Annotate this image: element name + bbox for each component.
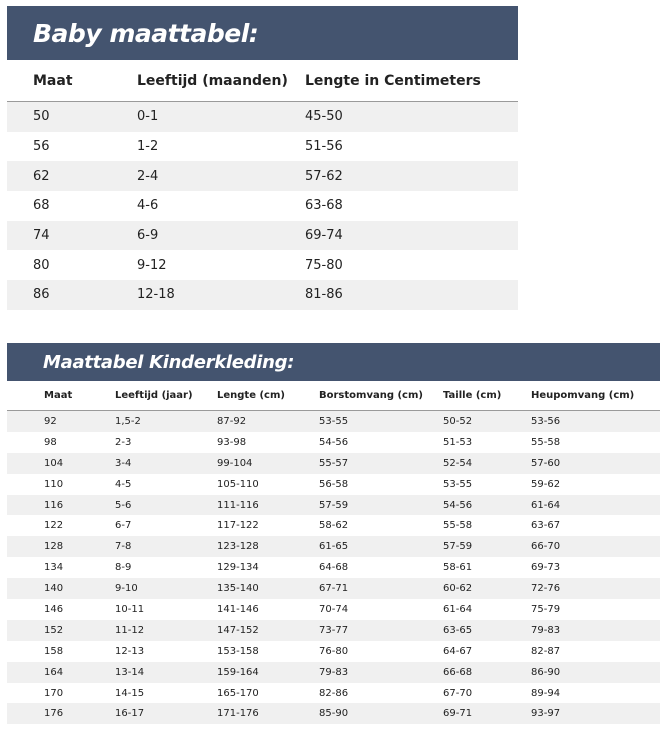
table-row <box>7 578 660 599</box>
table-row <box>7 662 660 683</box>
table-row <box>7 515 660 536</box>
table-cell: 56-58 <box>319 478 349 490</box>
table-cell: 63-68 <box>305 198 343 214</box>
table-row <box>7 474 660 495</box>
table-cell: 0-1 <box>137 109 159 125</box>
table-cell: 11-12 <box>115 624 145 636</box>
column-header: Heupomvang (cm) <box>531 390 635 401</box>
table-cell: 61-65 <box>319 541 349 553</box>
table-cell: 75-79 <box>531 603 561 615</box>
table-cell: 152 <box>44 624 64 636</box>
table-cell: 82-86 <box>319 687 349 699</box>
table-cell: 129-134 <box>217 562 259 574</box>
table-cell: 140 <box>44 583 64 595</box>
table-cell: 134 <box>44 562 64 574</box>
table-row <box>7 191 518 221</box>
table-cell: 58-61 <box>443 562 473 574</box>
table-cell: 50-52 <box>443 415 473 427</box>
table-cell: 165-170 <box>217 687 259 699</box>
table-row <box>7 620 660 641</box>
table-cell: 67-71 <box>319 583 349 595</box>
baby-table-header <box>7 60 518 102</box>
table-cell: 146 <box>44 603 64 615</box>
table-cell: 1-2 <box>137 139 159 155</box>
table-cell: 159-164 <box>217 666 259 678</box>
column-header: Taille (cm) <box>443 390 502 401</box>
table-cell: 158 <box>44 645 64 657</box>
table-cell: 56 <box>33 139 50 155</box>
table-cell: 55-58 <box>443 520 473 532</box>
table-cell: 72-76 <box>531 583 561 595</box>
table-cell: 64-68 <box>319 562 349 574</box>
table-cell: 110 <box>44 478 64 490</box>
table-cell: 69-74 <box>305 228 343 244</box>
table-row <box>7 280 518 310</box>
table-cell: 135-140 <box>217 583 259 595</box>
table-cell: 53-55 <box>319 415 349 427</box>
kids-size-table <box>7 381 660 724</box>
table-row <box>7 703 660 724</box>
table-cell: 93-98 <box>217 436 247 448</box>
table-cell: 67-70 <box>443 687 473 699</box>
table-cell: 59-62 <box>531 478 561 490</box>
table-cell: 10-11 <box>115 603 145 615</box>
table-cell: 92 <box>44 415 57 427</box>
table-row <box>7 495 660 516</box>
column-header: Lengte in Centimeters <box>305 72 481 89</box>
table-cell: 45-50 <box>305 109 343 125</box>
table-cell: 55-57 <box>319 457 349 469</box>
table-cell: 171-176 <box>217 708 259 720</box>
table-cell: 53-56 <box>531 415 561 427</box>
table-row <box>7 536 660 557</box>
kids-size-table-title: Maattabel Kinderkleding: <box>7 343 660 381</box>
table-cell: 1,5-2 <box>115 415 141 427</box>
table-cell: 147-152 <box>217 624 259 636</box>
table-cell: 80 <box>33 257 50 273</box>
table-cell: 50 <box>33 109 50 125</box>
table-cell: 86-90 <box>531 666 561 678</box>
table-cell: 73-77 <box>319 624 349 636</box>
table-cell: 16-17 <box>115 708 145 720</box>
table-row <box>7 132 518 162</box>
table-cell: 54-56 <box>443 499 473 511</box>
table-cell: 69-71 <box>443 708 473 720</box>
table-row <box>7 250 518 280</box>
table-row <box>7 411 660 432</box>
table-cell: 70-74 <box>319 603 349 615</box>
table-cell: 54-56 <box>319 436 349 448</box>
table-cell: 63-65 <box>443 624 473 636</box>
table-cell: 66-70 <box>531 541 561 553</box>
table-row <box>7 557 660 578</box>
table-cell: 82-87 <box>531 645 561 657</box>
table-cell: 53-55 <box>443 478 473 490</box>
table-cell: 9-10 <box>115 583 138 595</box>
table-cell: 141-146 <box>217 603 259 615</box>
table-cell: 104 <box>44 457 64 469</box>
table-cell: 6-9 <box>137 228 159 244</box>
table-cell: 123-128 <box>217 541 259 553</box>
baby-size-table <box>7 60 518 310</box>
table-cell: 58-62 <box>319 520 349 532</box>
table-cell: 9-12 <box>137 257 167 273</box>
column-header: Leeftijd (maanden) <box>137 72 288 89</box>
table-cell: 2-4 <box>137 168 159 184</box>
table-cell: 12-13 <box>115 645 145 657</box>
table-cell: 69-73 <box>531 562 561 574</box>
table-cell: 85-90 <box>319 708 349 720</box>
table-cell: 68 <box>33 198 50 214</box>
column-header: Borstomvang (cm) <box>319 390 423 401</box>
table-row <box>7 599 660 620</box>
table-row <box>7 161 518 191</box>
table-cell: 111-116 <box>217 499 259 511</box>
table-cell: 4-5 <box>115 478 132 490</box>
table-cell: 4-6 <box>137 198 159 214</box>
table-row <box>7 683 660 704</box>
table-cell: 61-64 <box>443 603 473 615</box>
table-cell: 79-83 <box>319 666 349 678</box>
table-cell: 64-67 <box>443 645 473 657</box>
table-cell: 87-92 <box>217 415 247 427</box>
table-cell: 74 <box>33 228 50 244</box>
column-header: Maat <box>33 72 73 89</box>
table-cell: 13-14 <box>115 666 145 678</box>
table-cell: 76-80 <box>319 645 349 657</box>
baby-size-table-title: Baby maattabel: <box>7 6 518 60</box>
table-row <box>7 432 660 453</box>
table-cell: 75-80 <box>305 257 343 273</box>
table-cell: 57-60 <box>531 457 561 469</box>
table-row <box>7 221 518 251</box>
table-cell: 60-62 <box>443 583 473 595</box>
table-row <box>7 453 660 474</box>
table-cell: 89-94 <box>531 687 561 699</box>
column-header: Lengte (cm) <box>217 390 285 401</box>
table-cell: 176 <box>44 708 64 720</box>
table-cell: 57-59 <box>319 499 349 511</box>
table-cell: 153-158 <box>217 645 259 657</box>
table-cell: 117-122 <box>217 520 259 532</box>
table-cell: 57-59 <box>443 541 473 553</box>
table-cell: 164 <box>44 666 64 678</box>
table-cell: 86 <box>33 287 50 303</box>
table-cell: 79-83 <box>531 624 561 636</box>
table-cell: 51-56 <box>305 139 343 155</box>
table-cell: 81-86 <box>305 287 343 303</box>
table-cell: 12-18 <box>137 287 175 303</box>
table-row <box>7 641 660 662</box>
table-cell: 52-54 <box>443 457 473 469</box>
table-cell: 116 <box>44 499 64 511</box>
table-cell: 122 <box>44 520 64 532</box>
table-cell: 98 <box>44 436 57 448</box>
table-row <box>7 102 518 132</box>
table-cell: 61-64 <box>531 499 561 511</box>
column-header: Maat <box>44 390 73 401</box>
table-cell: 55-58 <box>531 436 561 448</box>
table-cell: 6-7 <box>115 520 132 532</box>
table-cell: 8-9 <box>115 562 132 574</box>
table-cell: 7-8 <box>115 541 132 553</box>
table-cell: 62 <box>33 168 50 184</box>
table-cell: 105-110 <box>217 478 259 490</box>
table-cell: 2-3 <box>115 436 132 448</box>
table-cell: 170 <box>44 687 64 699</box>
table-cell: 63-67 <box>531 520 561 532</box>
table-cell: 3-4 <box>115 457 132 469</box>
table-cell: 51-53 <box>443 436 473 448</box>
table-cell: 99-104 <box>217 457 253 469</box>
column-header: Leeftijd (jaar) <box>115 390 193 401</box>
table-cell: 14-15 <box>115 687 145 699</box>
table-cell: 5-6 <box>115 499 132 511</box>
table-cell: 93-97 <box>531 708 561 720</box>
table-cell: 66-68 <box>443 666 473 678</box>
kids-table-header <box>7 381 660 411</box>
table-cell: 57-62 <box>305 168 343 184</box>
table-cell: 128 <box>44 541 64 553</box>
